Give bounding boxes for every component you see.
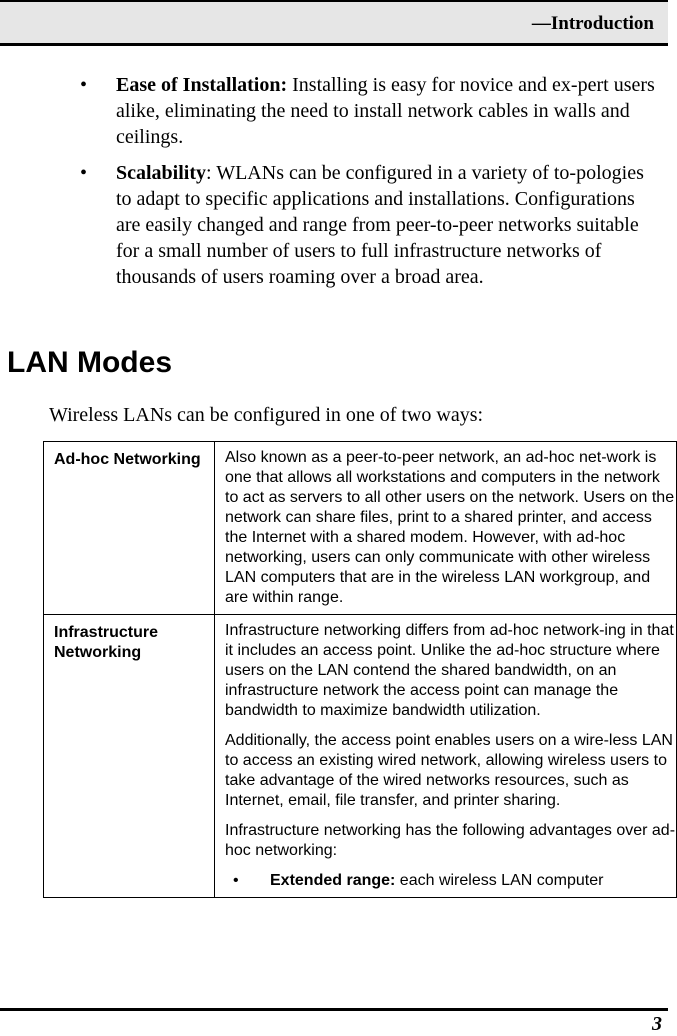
description-text: Infrastructure networking has the following advantages over ad-hoc networking: (225, 822, 676, 859)
bullet-body: : WLANs can be configured in a variety of to-pologies to adapt to specific applications and installations. Configurations are easily changed and range from peer-to-peer networks suitable for a small number of users to full infrastructure networks of thousands of users roaming over a broad area. (116, 162, 644, 288)
description-cell (215, 442, 677, 615)
lan-modes-table (43, 441, 677, 898)
bullet-term: Scalability (116, 162, 207, 184)
header-title: —Introduction (531, 13, 654, 34)
footer-rule (0, 1008, 668, 1011)
bullet-term: Extended range: (270, 872, 396, 889)
list-item (80, 72, 660, 150)
bullet-text (116, 72, 660, 150)
bullet-body: each wireless LAN computer (395, 872, 604, 889)
term-cell: Infrastructure Networking (44, 615, 215, 898)
advantages-list (80, 72, 660, 300)
description-text: Also known as a peer-to-peer network, an ad-hoc net-work is one that allows all workstations and computers in the network to act as servers to all other users on the network. Users on the network can share files, print to a shared printer, and access the Internet with a shared modem. However, with ad-hoc networking, users can only communicate with other wireless LAN computers that are in the wireless LAN workgroup, and are within range. (225, 449, 675, 606)
list-item (225, 871, 676, 891)
bullet-text (270, 871, 603, 891)
bullet-icon: • (233, 872, 239, 889)
table-row (44, 442, 677, 615)
bullet-body: Installing is easy for novice and ex-pert users alike, eliminating the need to install network cables in walls and ceilings. (116, 74, 655, 148)
section-intro: Wireless LANs can be configured in one of two ways: (49, 404, 484, 426)
bullet-term: Ease of Installation: (116, 74, 288, 96)
list-item (80, 160, 660, 290)
page-header (0, 0, 668, 46)
description-text: Additionally, the access point enables users on a wire-less LAN to access an existing wired network, allowing wireless users to take advantage of the wired networks resources, such as Internet, email, file transfer, and printer sharing. (225, 732, 673, 809)
bullet-icon: • (80, 74, 88, 96)
bullet-text (116, 160, 660, 290)
bullet-icon: • (80, 162, 88, 184)
description-text: Infrastructure networking differs from ad-hoc network-ing in that it includes an access point. Unlike the ad-hoc structure where users on the LAN contend the shared bandwidth, on an infrastructure network the access point can manage the bandwidth to maximize bandwidth utilization. (225, 622, 674, 719)
section-title: LAN Modes (7, 346, 172, 379)
term-cell: Ad-hoc Networking (44, 442, 215, 615)
page-number: 3 (652, 1013, 662, 1035)
description-cell (215, 615, 677, 898)
table-row (44, 615, 677, 898)
